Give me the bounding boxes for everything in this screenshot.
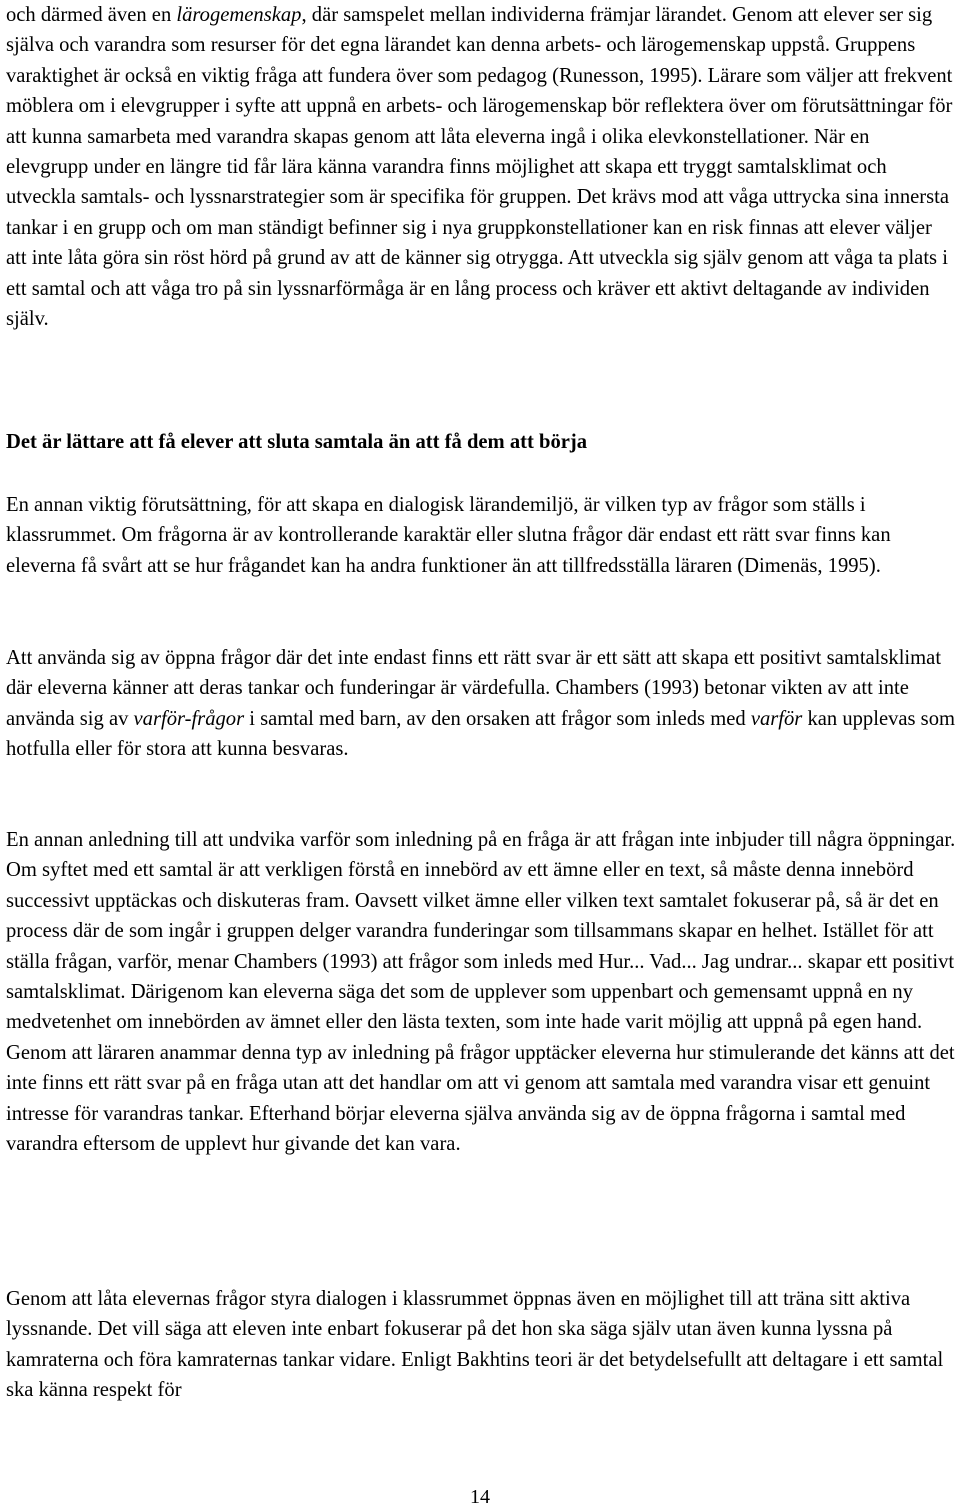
paragraph-1-rest: , där samspelet mellan individerna främjar lärandet. Genom att elever ser sig själva och varandra som resurser för det egna lärandet kan denna arbets- och lärogemenskap uppstå. Gruppens varaktighet är också en viktig fråga att fundera över som pedagog (Runesson, 1995). Lärare som väljer att frekvent möblera om i elevgrupper i syfte att uppnå en arbets- och lärogemenskap bör reflektera över om förutsättningar för att kunna samarbeta med varandra skapas genom att låta eleverna ingå i olika elevkonstellationer. När en elevgrupp under en längre tid får lära känna varandra finns möjlighet att skapa ett tryggt samtalsklimat och utveckla samtals- och lyssnarstrategier som är specifika för gruppen. Det krävs mod att våga uttrycka sina innersta tankar i en grupp och om man ständigt befinner sig i nya gruppkonstellationer kan en risk finnas att elever väljer att inte låta göra sin röst hörd på grund av att de känner sig otrygga. Att utveckla sig själv genom att våga ta plats i ett samtal och att våga tro på sin lyssnarförmåga är en lång process och kräver ett aktivt deltagande av individen själv. xyxy=(6,4,953,331)
paragraph-5: Genom att låta elevernas frågor styra dialogen i klassrummet öppnas även en möjlighet till att träna sitt aktiva lyssnande. Det vill säga att eleven inte enbart fokuserar på det hon ska säga själv utan även kunna lyssna på kamraterna och föra kamraternas tankar vidare. Enligt Bakhtins teori är det betydelsefullt att deltagare i ett samtal ska känna respekt för xyxy=(6,1288,944,1402)
paragraph-2: En annan viktig förutsättning, för att skapa en dialogisk lärandemiljö, är vilken typ av frågor som ställs i klassrummet. Om frågorna är av kontrollerande karaktär eller slutna frågor där endast ett rätt svar finns kan eleverna få svårt att se hur frågandet kan ha andra funktioner än att tillfredsställa läraren (Dimenäs, 1995). xyxy=(6,494,891,577)
section-heading: Det är lättare att få elever att sluta samtala än att få dem att börja xyxy=(6,431,588,453)
page-number: 14 xyxy=(470,1486,490,1508)
paragraph-3-part-a: Att använda sig av öppna frågor där det inte endast finns ett rätt svar är ett sätt att skapa ett positivt samtalsklimat där eleverna känner att deras tankar och funderingar är värdefulla. Chambers (1993) betonar vikten av att inte använda sig av xyxy=(6,647,942,730)
emphasis-varför-frågor: varför-frågor xyxy=(133,707,245,730)
paragraph-1 xyxy=(6,0,956,334)
paragraph-3 xyxy=(6,643,956,765)
emphasis-lärogemenskap: lärogemenskap xyxy=(176,4,302,26)
paragraph-4: En annan anledning till att undvika varför som inledning på en fråga är att frågan inte inbjuder till några öppningar. Om syftet med ett samtal är att verkligen förstå en innebörd av ett ämne eller en text, så måste denna innebörd successivt upptäckas och diskuteras fram. Oavsett vilket ämne eller vilken text samtalet fokuserar på, så är det en process där de som ingår i gruppen delger varandra funderingar som tillsammans skapar en helhet. Istället för att ställa frågan, varför, menar Chambers (1993) att frågor som inleds med Hur... Vad... Jag undrar... skapar ett positivt samtalsklimat. Därigenom kan eleverna säga det som de upplever som uppenbart och gemensamt uppnå en ny medvetenhet om innebörden av ämnet eller den lästa texten, som inte hade varit möjlig att uppnå på egen hand. Genom att läraren anammar denna typ av inledning på frågor upptäcker eleverna hur stimulerande det känns att det inte finns ett rätt svar på en fråga utan att det handlar om att vi genom att samtala med varandra visar ett genuint intresse för varandras tankar. Efterhand börjar eleverna själva använda sig av de öppna frågorna i samtal med varandra eftersom de upplevt hur givande det kan vara. xyxy=(6,829,956,1156)
paragraph-3-part-b: i samtal med barn, av den orsaken att frågor som inleds med xyxy=(244,707,751,730)
paragraph-1-start: och därmed även en xyxy=(6,4,177,26)
emphasis-varför: varför xyxy=(750,707,803,730)
paragraph-3-part-c: kan upplevas som hotfulla eller för stora att kunna besvaras. xyxy=(6,707,956,761)
